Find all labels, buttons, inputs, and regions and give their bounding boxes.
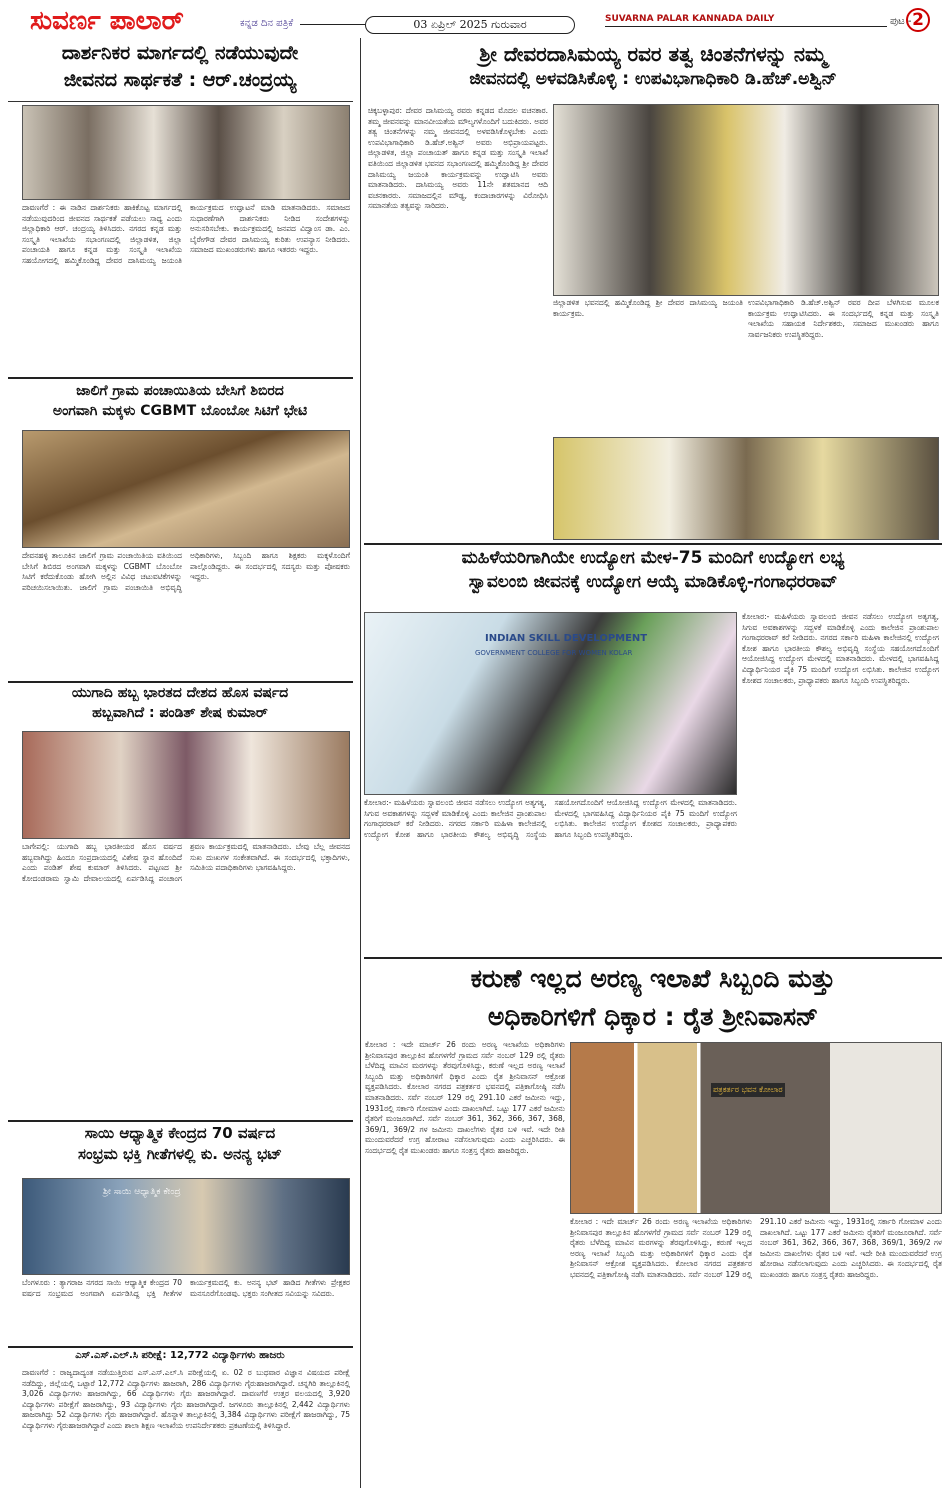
lamp-lighting-photo — [553, 104, 939, 296]
article-body: ಚಿಕ್ಕಬಳ್ಳಾಪುರ: ದೇವರ ದಾಸಿಮಯ್ಯ ರವರು ಕನ್ನಡದ ಮೊದಲ ವಚನಕಾರ. ತಮ್ಮ ಜೀವನವನ್ನು ಮಾನವೀಯತೆಯ ಮೌಲ್ಯಗಳೊಂದಿಗೆ ಬದುಕಿದರು. ಅವರ ತತ್ವ ಚಿಂತನೆಗಳನ್ನು ನಮ್ಮ ಜೀವನದಲ್ಲಿ ಅಳವಡಿಸಿಕೊಳ್ಳಬೇಕು ಎಂದು ಉಪವಿಭಾಗಾಧಿಕಾರಿ ಡಿ.ಹೆಚ್.ಅಶ್ವಿನ್ ಅವರು ಅಭಿಪ್ರಾಯಪಟ್ಟರು. ಜಿಲ್ಲಾಡಳಿತ, ಜಿಲ್ಲಾ ಪಂಚಾಯತ್ ಹಾಗೂ ಕನ್ನಡ ಮತ್ತು ಸಂಸ್ಕೃತಿ ಇಲಾಖೆ ವತಿಯಿಂದ ಜಿಲ್ಲಾಡಳಿತ ಭವನದ ಸಭಾಂಗಣದಲ್ಲಿ ಹಮ್ಮಿಕೊಂಡಿದ್ದ ಶ್ರೀ ದೇವರ ದಾಸಿಮಯ್ಯ ಜಯಂತಿ ಕಾರ್ಯಕ್ರಮವನ್ನು ಉದ್ಘಾಟಿಸಿ ಅವರು ಮಾತನಾಡಿದರು. ದಾಸಿಮಯ್ಯ ಅವರು 11ನೇ ಶತಮಾನದ ಆದಿ ವಚನಕಾರರು. ಸಮಾಜದಲ್ಲಿನ ಮೌಢ್ಯ, ಕಂದಾಚಾರಗಳನ್ನು ವಿರೋಧಿಸಿ ಸಮಾನತೆಯ ತತ್ವವನ್ನು ಸಾರಿದರು. — [368, 106, 548, 211]
divider — [8, 377, 353, 379]
divider — [364, 543, 942, 545]
headline — [368, 960, 938, 1035]
divider — [8, 1120, 353, 1122]
music-photo — [22, 1178, 350, 1275]
issue-date: 03 ಏಪ್ರಿಲ್ 2025 ಗುರುವಾರ — [365, 16, 575, 34]
banner-text: INDIAN SKILL DEVELOPMENT — [485, 633, 648, 644]
headline-line: ದಾರ್ಶನಿಕರ ಮಾರ್ಗದಲ್ಲಿ ನಡೆಯುವುದೇ — [61, 42, 299, 64]
divider — [8, 681, 353, 683]
press-meet-photo — [570, 1042, 942, 1214]
page-label: ಪುಟ - — [890, 16, 912, 27]
headline-line: ಅಧಿಕಾರಿಗಳಿಗೆ ಧಿಕ್ಕಾರ : ರೈತ ಶ್ರೀನಿವಾಸನ್ — [487, 1001, 819, 1031]
headline — [10, 382, 350, 421]
page-number: 2 — [906, 8, 930, 32]
headline — [10, 684, 350, 723]
headline-line: ಸ್ವಾವಲಂಬಿ ಜೀವನಕ್ಕೆ ಉದ್ಯೋಗ ಆಯ್ಕೆ ಮಾಡಿಕೊಳ್ಳಿ-ಗಂಗಾಧರರಾವ್ — [468, 571, 838, 592]
headline-line: ಜೀವನದ ಸಾರ್ಥಕತೆ : ಆರ್.ಚಂದ್ರಯ್ಯ — [63, 68, 297, 91]
article-body: ದೇವನಹಳ್ಳಿ ತಾಲೂಕಿನ ಜಾಲಿಗೆ ಗ್ರಾಮ ಪಂಚಾಯಿತಿಯ ವತಿಯಿಂದ ಬೇಸಿಗೆ ಶಿಬಿರದ ಅಂಗವಾಗಿ ಮಕ್ಕಳನ್ನು CGBMT ಬೊಂಬೋ ಸಿಟಿಗೆ ಕರೆದುಕೊಂಡು ಹೋಗಿ ಅಲ್ಲಿನ ವಿವಿಧ ಚಟುವಟಿಕೆಗಳನ್ನು ಪರಿಚಯಿಸಲಾಯಿತು. ಜಾಲಿಗೆ ಗ್ರಾಮ ಪಂಚಾಯಿತಿ ಅಭಿವೃದ್ಧಿ ಅಧಿಕಾರಿಗಳು, ಸಿಬ್ಬಂದಿ ಹಾಗೂ ಶಿಕ್ಷಕರು ಮಕ್ಕಳೊಂದಿಗೆ ಪಾಲ್ಗೊಂಡಿದ್ದರು. ಈ ಸಂದರ್ಭದಲ್ಲಿ ಸದಸ್ಯರು ಮತ್ತು ಪೋಷಕರು ಇದ್ದರು. — [22, 551, 350, 592]
article-body: ಕೋಲಾರ : ಇದೇ ಮಾರ್ಚ್ 26 ರಂದು ಅರಣ್ಯ ಇಲಾಖೆಯ ಅಧಿಕಾರಿಗಳು ಶ್ರೀನಿವಾಸಪುರ ತಾಲ್ಲೂಕಿನ ಹೊಗಳಗೆರೆ ಗ್ರಾಮದ ಸರ್ವೆ ನಂಬರ್ 129 ರಲ್ಲಿ ರೈತರು ಬೆಳೆದಿದ್ದ ಮಾವಿನ ಮರಗಳನ್ನು ತೆರವುಗೊಳಿಸಿದ್ದು, ಕರುಣೆ ಇಲ್ಲದ ಅರಣ್ಯ ಇಲಾಖೆ ಸಿಬ್ಬಂದಿ ಮತ್ತು ಅಧಿಕಾರಿಗಳಿಗೆ ಧಿಕ್ಕಾರ ಎಂದು ರೈತ ಶ್ರೀನಿವಾಸನ್ ಆಕ್ರೋಶ ವ್ಯಕ್ತಪಡಿಸಿದರು. ಕೋಲಾರ ನಗರದ ಪತ್ರಕರ್ತರ ಭವನದಲ್ಲಿ ಪತ್ರಿಕಾಗೋಷ್ಠಿ ನಡೆಸಿ ಮಾತನಾಡಿದರು. ಸರ್ವೆ ನಂಬರ್ 129 ರಲ್ಲಿ 291.10 ಎಕರೆ ಜಮೀನು ಇದ್ದು, 1931ರಲ್ಲಿ ಸರ್ಕಾರಿ ಗೋಮಾಳ ಎಂದು ದಾಖಲಾಗಿದೆ. ಒಟ್ಟು 177 ಎಕರೆ ಜಮೀನು ರೈತರಿಗೆ ಮಂಜೂರಾಗಿದೆ. ಸರ್ವೆ ನಂಬರ್ 361, 362, 366, 367, 368, 369/1, 369/2 ಗಳ ಜಮೀನು ದಾಖಲೆಗಳು ರೈತರ ಬಳಿ ಇವೆ. ಇದೇ ರೀತಿ ಮುಂದುವರೆದರೆ ಉಗ್ರ ಹೋರಾಟ ನಡೆಸಲಾಗುವುದು ಎಂದು ಎಚ್ಚರಿಸಿದರು. ಈ ಸಂದರ್ಭದಲ್ಲಿ ರೈತ ಮುಖಂಡರು ಹಾಗೂ ಸಂತ್ರಸ್ತ ರೈತರು ಹಾಜರಿದ್ದರು. — [570, 1217, 942, 1279]
article-body: ಬಾಗೇಪಲ್ಲಿ: ಯುಗಾದಿ ಹಬ್ಬ ಭಾರತೀಯರ ಹೊಸ ವರ್ಷದ ಹಬ್ಬವಾಗಿದ್ದು ಹಿಂದೂ ಸಂಪ್ರದಾಯದಲ್ಲಿ ವಿಶೇಷ ಸ್ಥಾನ ಹೊಂದಿದೆ ಎಂದು ಪಂಡಿತ್ ಶೇಷ ಕುಮಾರ್ ತಿಳಿಸಿದರು. ಪಟ್ಟಣದ ಶ್ರೀ ಕೋದಂಡರಾಮ ಸ್ವಾಮಿ ದೇವಾಲಯದಲ್ಲಿ ಏರ್ಪಡಿಸಿದ್ದ ಪಂಚಾಂಗ ಶ್ರವಣ ಕಾರ್ಯಕ್ರಮದಲ್ಲಿ ಮಾತನಾಡಿದರು. ಬೇವು ಬೆಲ್ಲ ಜೀವನದ ಸುಖ ದುಃಖಗಳ ಸಂಕೇತವಾಗಿದೆ. ಈ ಸಂದರ್ಭದಲ್ಲಿ ಭಕ್ತಾದಿಗಳು, ಸಮಿತಿಯ ಪದಾಧಿಕಾರಿಗಳು ಭಾಗವಹಿಸಿದ್ದರು. — [22, 842, 350, 883]
article-body: ಬೆಂಗಳೂರು : ತ್ಯಾಗರಾಜ ನಗರದ ಸಾಯಿ ಆಧ್ಯಾತ್ಮಿಕ ಕೇಂದ್ರದ 70 ವರ್ಷದ ಸಂಭ್ರಮದ ಅಂಗವಾಗಿ ಏರ್ಪಡಿಸಿದ್ದ ಭಕ್ತಿ ಗೀತೆಗಳ ಕಾರ್ಯಕ್ರಮದಲ್ಲಿ ಕು. ಅನನ್ಯ ಭಟ್ ಹಾಡಿದ ಗೀತೆಗಳು ಪ್ರೇಕ್ಷಕರ ಮನಸೂರೆಗೊಂಡವು. ಭಕ್ತರು ಸಂಗೀತದ ಸವಿಯನ್ನು ಸವಿದರು. — [22, 1278, 350, 1298]
divider — [8, 101, 353, 102]
photo-caption: ಜಿಲ್ಲಾಡಳಿತ ಭವನದಲ್ಲಿ ಹಮ್ಮಿಕೊಂಡಿದ್ದ ಶ್ರೀ ದೇವರ ದಾಸಿಮಯ್ಯ ಜಯಂತಿ ಕಾರ್ಯಕ್ರಮ. — [553, 298, 743, 318]
banner-text: GOVERNMENT COLLEGE FOR WOMEN KOLAR — [475, 649, 633, 657]
article-body: ಉಪವಿಭಾಗಾಧಿಕಾರಿ ಡಿ.ಹೆಚ್.ಅಶ್ವಿನ್ ರವರ ದೀಪ ಬೆಳಗಿಸುವ ಮೂಲಕ ಕಾರ್ಯಕ್ರಮ ಉದ್ಘಾಟಿಸಿದರು. ಈ ಸಂದರ್ಭದಲ್ಲಿ ಕನ್ನಡ ಮತ್ತು ಸಂಸ್ಕೃತಿ ಇಲಾಖೆಯ ಸಹಾಯಕ ನಿರ್ದೇಶಕರು, ಸಮಾಜದ ಮುಖಂಡರು ಹಾಗೂ ಸಾರ್ವಜನಿಕರು ಉಪಸ್ಥಿತರಿದ್ದರು. — [748, 298, 939, 339]
banner-text: ಪತ್ರಕರ್ತರ ಭವನ ಕೋಲಾರ — [711, 1083, 785, 1097]
headline-line: ಅಂಗವಾಗಿ ಮಕ್ಕಳು CGBMT ಬೊಂಬೋ ಸಿಟಿಗೆ ಭೇಟಿ — [52, 402, 308, 419]
headline-line: ಜೀವನದಲ್ಲಿ ಅಳವಡಿಸಿಕೊಳ್ಳಿ : ಉಪವಿಭಾಗಾಧಿಕಾರಿ ಡಿ.ಹೆಚ್.ಅಶ್ವಿನ್ — [469, 69, 837, 89]
headline — [368, 547, 938, 595]
headline: ಎಸ್.ಎಸ್.ಎಲ್.ಸಿ ಪರೀಕ್ಷೆ: 12,772 ವಿದ್ಯಾರ್ಥಿಗಳು ಹಾಜರು — [75, 1350, 285, 1361]
headline — [368, 40, 938, 92]
banner-text: ಶ್ರೀ ಸಾಯಿ ಆಧ್ಯಾತ್ಮಿಕ ಕೇಂದ್ರ — [103, 1187, 181, 1197]
certificate-photo — [22, 731, 350, 839]
headline-line: ಯುಗಾದಿ ಹಬ್ಬ ಭಾರತದ ದೇಶದ ಹೊಸ ವರ್ಷದ — [71, 685, 289, 701]
headline — [10, 40, 350, 93]
article-body: ಕೋಲಾರ:- ಮಹಿಳೆಯರು ಸ್ವಾವಲಂಬಿ ಜೀವನ ನಡೆಸಲು ಉದ್ಯೋಗ ಅತ್ಯಗತ್ಯ, ಸಿಗುವ ಅವಕಾಶಗಳನ್ನು ಸದ್ಬಳಕೆ ಮಾಡಿಕೊಳ್ಳಿ ಎಂದು ಕಾಲೇಜಿನ ಪ್ರಾಂಶುಪಾಲ ಗಂಗಾಧರರಾವ್ ಕರೆ ನೀಡಿದರು. ನಗರದ ಸರ್ಕಾರಿ ಮಹಿಳಾ ಕಾಲೇಜಿನಲ್ಲಿ ಉದ್ಯೋಗ ಕೋಶ ಹಾಗೂ ಭಾರತೀಯ ಕೌಶಲ್ಯ ಅಭಿವೃದ್ಧಿ ಸಂಸ್ಥೆಯ ಸಹಯೋಗದೊಂದಿಗೆ ಆಯೋಜಿಸಿದ್ದ ಉದ್ಯೋಗ ಮೇಳದಲ್ಲಿ ಮಾತನಾಡಿದರು. ಮೇಳದಲ್ಲಿ ಭಾಗವಹಿಸಿದ್ದ ವಿದ್ಯಾರ್ಥಿನಿಯರ ಪೈಕಿ 75 ಮಂದಿಗೆ ಉದ್ಯೋಗ ಲಭಿಸಿತು. ಕಾಲೇಜಿನ ಉದ್ಯೋಗ ಕೋಶದ ಸಂಚಾಲಕರು, ಪ್ರಾಧ್ಯಾಪಕರು ಹಾಗೂ ಸಿಬ್ಬಂದಿ ಉಪಸ್ಥಿತರಿದ್ದರು. — [742, 612, 939, 685]
article-body: ಕೋಲಾರ : ಇದೇ ಮಾರ್ಚ್ 26 ರಂದು ಅರಣ್ಯ ಇಲಾಖೆಯ ಅಧಿಕಾರಿಗಳು ಶ್ರೀನಿವಾಸಪುರ ತಾಲ್ಲೂಕಿನ ಹೊಗಳಗೆರೆ ಗ್ರಾಮದ ಸರ್ವೆ ನಂಬರ್ 129 ರಲ್ಲಿ ರೈತರು ಬೆಳೆದಿದ್ದ ಮಾವಿನ ಮರಗಳನ್ನು ತೆರವುಗೊಳಿಸಿದ್ದು, ಕರುಣೆ ಇಲ್ಲದ ಅರಣ್ಯ ಇಲಾಖೆ ಸಿಬ್ಬಂದಿ ಮತ್ತು ಅಧಿಕಾರಿಗಳಿಗೆ ಧಿಕ್ಕಾರ ಎಂದು ರೈತ ಶ್ರೀನಿವಾಸನ್ ಆಕ್ರೋಶ ವ್ಯಕ್ತಪಡಿಸಿದರು. ಕೋಲಾರ ನಗರದ ಪತ್ರಕರ್ತರ ಭವನದಲ್ಲಿ ಪತ್ರಿಕಾಗೋಷ್ಠಿ ನಡೆಸಿ ಮಾತನಾಡಿದರು. ಸರ್ವೆ ನಂಬರ್ 129 ರಲ್ಲಿ 291.10 ಎಕರೆ ಜಮೀನು ಇದ್ದು, 1931ರಲ್ಲಿ ಸರ್ಕಾರಿ ಗೋಮಾಳ ಎಂದು ದಾಖಲಾಗಿದೆ. ಒಟ್ಟು 177 ಎಕರೆ ಜಮೀನು ರೈತರಿಗೆ ಮಂಜೂರಾಗಿದೆ. ಸರ್ವೆ ನಂಬರ್ 361, 362, 366, 367, 368, 369/1, 369/2 ಗಳ ಜಮೀನು ದಾಖಲೆಗಳು ರೈತರ ಬಳಿ ಇವೆ. ಇದೇ ರೀತಿ ಮುಂದುವರೆದರೆ ಉಗ್ರ ಹೋರಾಟ ನಡೆಸಲಾಗುವುದು ಎಂದು ಎಚ್ಚರಿಸಿದರು. ಈ ಸಂದರ್ಭದಲ್ಲಿ ರೈತ ಮುಖಂಡರು ಹಾಗೂ ಸಂತ್ರಸ್ತ ರೈತರು ಹಾಜರಿದ್ದರು. — [365, 1040, 565, 1155]
stage-photo — [553, 437, 939, 540]
column-divider — [360, 38, 361, 1488]
headline-line: ಮಹಿಳೆಯರಿಗಾಗಿಯೇ ಉದ್ಯೋಗ ಮೇಳ-75 ಮಂದಿಗೆ ಉದ್ಯೋಗ ಲಭ್ಯ — [461, 548, 845, 568]
headline-line: ಕರುಣೆ ಇಲ್ಲದ ಅರಣ್ಯ ಇಲಾಖೆ ಸಿಬ್ಬಂದಿ ಮತ್ತು — [470, 964, 836, 993]
article-body: ಕೋಲಾರ:- ಮಹಿಳೆಯರು ಸ್ವಾವಲಂಬಿ ಜೀವನ ನಡೆಸಲು ಉದ್ಯೋಗ ಅತ್ಯಗತ್ಯ, ಸಿಗುವ ಅವಕಾಶಗಳನ್ನು ಸದ್ಬಳಕೆ ಮಾಡಿಕೊಳ್ಳಿ ಎಂದು ಕಾಲೇಜಿನ ಪ್ರಾಂಶುಪಾಲ ಗಂಗಾಧರರಾವ್ ಕರೆ ನೀಡಿದರು. ನಗರದ ಸರ್ಕಾರಿ ಮಹಿಳಾ ಕಾಲೇಜಿನಲ್ಲಿ ಉದ್ಯೋಗ ಕೋಶ ಹಾಗೂ ಭಾರತೀಯ ಕೌಶಲ್ಯ ಅಭಿವೃದ್ಧಿ ಸಂಸ್ಥೆಯ ಸಹಯೋಗದೊಂದಿಗೆ ಆಯೋಜಿಸಿದ್ದ ಉದ್ಯೋಗ ಮೇಳದಲ್ಲಿ ಮಾತನಾಡಿದರು. ಮೇಳದಲ್ಲಿ ಭಾಗವಹಿಸಿದ್ದ ವಿದ್ಯಾರ್ಥಿನಿಯರ ಪೈಕಿ 75 ಮಂದಿಗೆ ಉದ್ಯೋಗ ಲಭಿಸಿತು. ಕಾಲೇಜಿನ ಉದ್ಯೋಗ ಕೋಶದ ಸಂಚಾಲಕರು, ಪ್ರಾಧ್ಯಾಪಕರು ಹಾಗೂ ಸಿಬ್ಬಂದಿ ಉಪಸ್ಥಿತರಿದ್ದರು. — [364, 798, 737, 839]
headline — [10, 1123, 350, 1165]
divider — [605, 26, 887, 27]
masthead — [0, 0, 945, 36]
headline-line: ಸಂಭ್ರಮ ಭಕ್ತಿ ಗೀತೆಗಳಲ್ಲಿ ಕು. ಅನನ್ಯ ಭಟ್ — [78, 1145, 282, 1163]
divider — [8, 1346, 353, 1348]
event-photo — [22, 105, 350, 200]
headline-line: ಶ್ರೀ ದೇವರದಾಸಿಮಯ್ಯ ರವರ ತತ್ವ ಚಿಂತನೆಗಳನ್ನು ನಮ್ಮ — [479, 42, 827, 66]
article-body: ದಾವಣಗೆರೆ : ರಾಜ್ಯದಾದ್ಯಂತ ನಡೆಯುತ್ತಿರುವ ಎಸ್.ಎಸ್.ಎಲ್.ಸಿ ಪರೀಕ್ಷೆಯಲ್ಲಿ ಏ. 02 ರ ಬುಧವಾರ ವಿಜ್ಞಾನ ವಿಷಯದ ಪರೀಕ್ಷೆ ನಡೆದಿದ್ದು, ಜಿಲ್ಲೆಯಲ್ಲಿ ಒಟ್ಟಾರೆ 12,772 ವಿದ್ಯಾರ್ಥಿಗಳು ಹಾಜರಾಗಿ, 286 ವಿದ್ಯಾರ್ಥಿಗಳು ಗೈರುಹಾಜರಾಗಿದ್ದಾರೆ. ಚನ್ನಗಿರಿ ತಾಲ್ಲೂಕಿನಲ್ಲಿ 3,026 ವಿದ್ಯಾರ್ಥಿಗಳು ಹಾಜರಾಗಿದ್ದು, 66 ವಿದ್ಯಾರ್ಥಿಗಳು ಗೈರು ಹಾಜರಾಗಿದ್ದಾರೆ. ದಾವಣಗೆರೆ ಉತ್ತರ ವಲಯದಲ್ಲಿ 3,920 ವಿದ್ಯಾರ್ಥಿಗಳು ಪರೀಕ್ಷೆಗೆ ಹಾಜರಾಗಿದ್ದು, 93 ವಿದ್ಯಾರ್ಥಿಗಳು ಗೈರು ಹಾಜರಾಗಿದ್ದಾರೆ. ಜಗಳೂರು ತಾಲ್ಲೂಕಿನಲ್ಲಿ 2,442 ವಿದ್ಯಾರ್ಥಿಗಳು ಹಾಜರಾಗಿದ್ದು 52 ವಿದ್ಯಾರ್ಥಿಗಳು ಗೈರು ಹಾಜರಾಗಿದ್ದಾರೆ. ಹೊನ್ನಾಳಿ ತಾಲ್ಲೂಕಿನಲ್ಲಿ 3,384 ವಿದ್ಯಾರ್ಥಿಗಳು ಪರೀಕ್ಷೆಗೆ ಹಾಜರಾಗಿದ್ದು, 75 ವಿದ್ಯಾರ್ಥಿಗಳು ಗೈರುಹಾಜರಾಗಿದ್ದಾರೆ ಎಂದು ಶಾಲಾ ಶಿಕ್ಷಣ ಇಲಾಖೆಯ ಉಪನಿರ್ದೇಶಕರು ಪ್ರಕಟಣೆಯಲ್ಲಿ ತಿಳಿಸಿದ್ದಾರೆ. — [22, 1368, 350, 1430]
article-body: ದಾವಣಗೆರೆ : ಈ ನಾಡಿನ ದಾರ್ಶನಿಕರು ಹಾಕಿಕೊಟ್ಟ ಮಾರ್ಗದಲ್ಲಿ ನಡೆಯುವುದರಿಂದ ಜೀವನದ ಸಾರ್ಥಕತೆ ಪಡೆಯಲು ಸಾಧ್ಯ ಎಂದು ಜಿಲ್ಲಾಧಿಕಾರಿ ಆರ್. ಚಂದ್ರಯ್ಯ ತಿಳಿಸಿದರು. ನಗರದ ಕನ್ನಡ ಮತ್ತು ಸಂಸ್ಕೃತಿ ಇಲಾಖೆಯ ಸಭಾಂಗಣದಲ್ಲಿ ಜಿಲ್ಲಾಡಳಿತ, ಜಿಲ್ಲಾ ಪಂಚಾಯತಿ ಹಾಗೂ ಕನ್ನಡ ಮತ್ತು ಸಂಸ್ಕೃತಿ ಇಲಾಖೆಯ ಸಹಯೋಗದಲ್ಲಿ ಹಮ್ಮಿಕೊಂಡಿದ್ದ ದೇವರ ದಾಸಿಮಯ್ಯ ಜಯಂತಿ ಕಾರ್ಯಕ್ರಮದ ಉದ್ಘಾಟನೆ ಮಾಡಿ ಮಾತನಾಡಿದರು. ಸಮಾಜದ ಸುಧಾರಣೆಗಾಗಿ ದಾರ್ಶನಿಕರು ನೀಡಿದ ಸಂದೇಶಗಳನ್ನು ಅನುಸರಿಸಬೇಕು. ಕಾರ್ಯಕ್ರಮದಲ್ಲಿ ಜನಪದ ವಿದ್ವಾಂಸ ಡಾ. ಎಂ. ಬೈರೇಗೌಡ ದೇವರ ದಾಸಿಮಯ್ಯ ಕುರಿತು ಉಪನ್ಯಾಸ ನೀಡಿದರು. ಸಮಾಜದ ಮುಖಂಡರುಗಳು ಹಾಗೂ ಇತರರು ಇದ್ದರು. — [22, 203, 350, 265]
newspaper-logo: ಸುವರ್ಣ ಪಾಲಾರ್ — [30, 6, 184, 36]
headline-line: ಜಾಲಿಗೆ ಗ್ರಾಮ ಪಂಚಾಯಿತಿಯ ಬೇಸಿಗೆ ಶಿಬಿರದ — [76, 383, 284, 399]
english-name: SUVARNA PALAR KANNADA DAILY — [605, 14, 775, 24]
children-group-photo — [22, 430, 350, 548]
headline-line: ಸಾಯಿ ಆಧ್ಯಾತ್ಮಿಕ ಕೇಂದ್ರದ 70 ವರ್ಷದ — [84, 1124, 276, 1142]
divider — [300, 24, 365, 25]
job-fair-photo — [364, 612, 737, 795]
tagline: ಕನ್ನಡ ದಿನ ಪತ್ರಿಕೆ — [240, 18, 294, 29]
headline-line: ಹಬ್ಬವಾಗಿದೆ : ಪಂಡಿತ್ ಶೇಷ ಕುಮಾರ್ — [92, 704, 268, 721]
divider — [364, 957, 942, 959]
